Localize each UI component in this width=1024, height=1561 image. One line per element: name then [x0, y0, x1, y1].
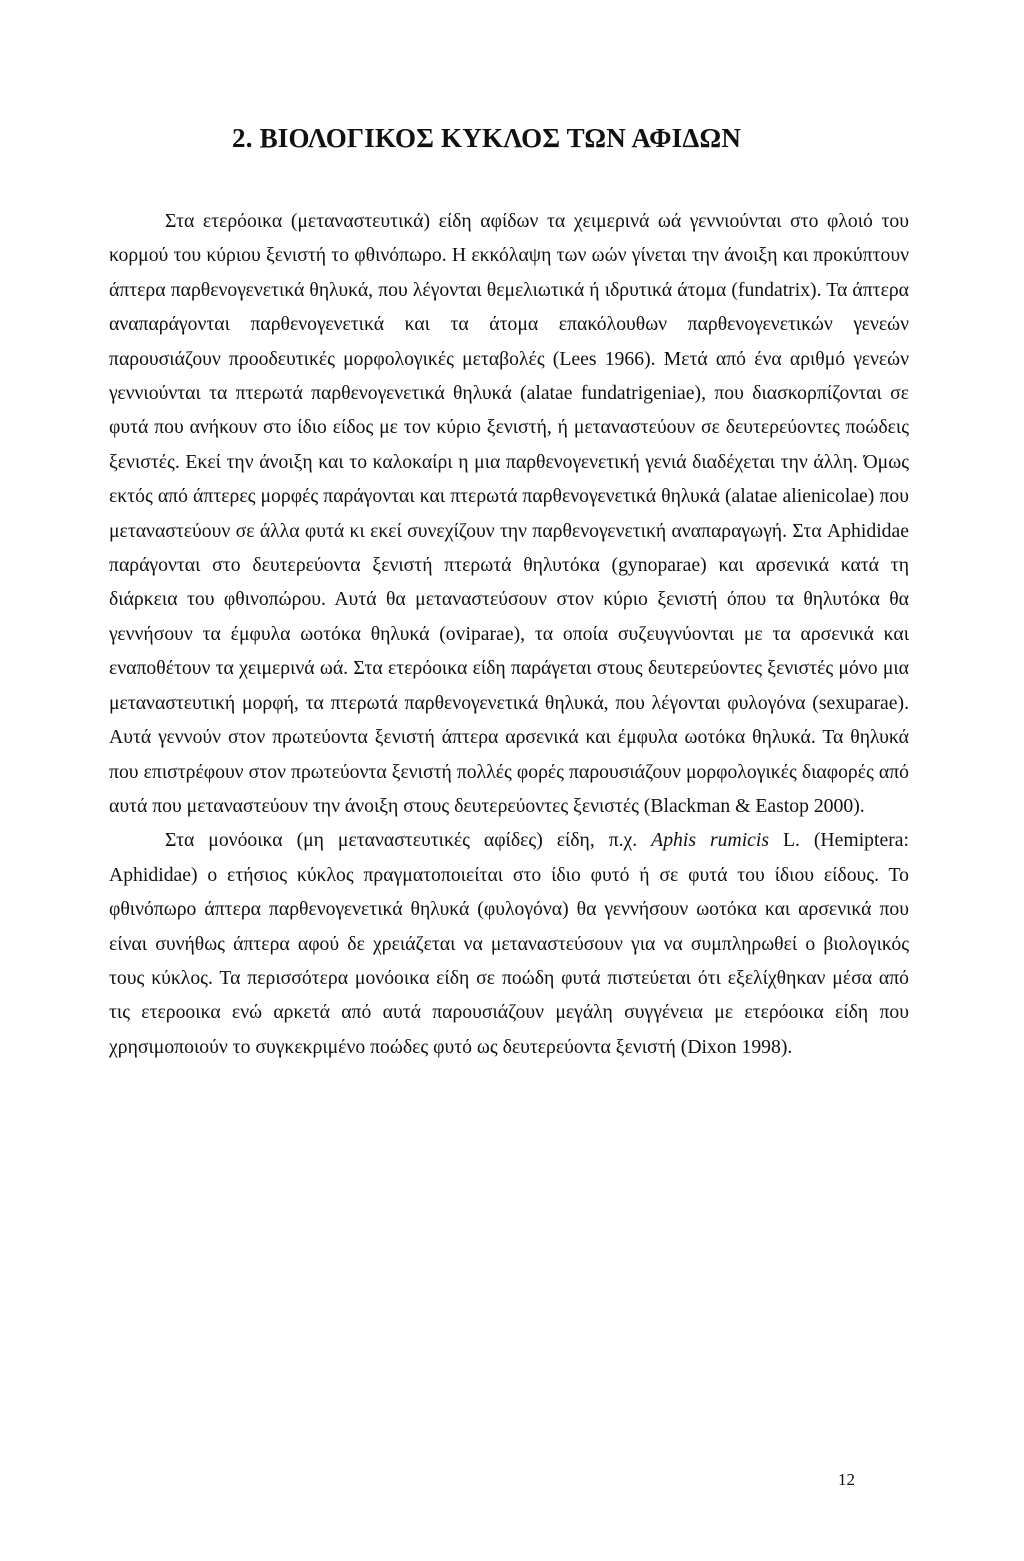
species-name: Aphis rumicis	[651, 829, 770, 852]
paragraph-monoecious-start: Στα μονόοικα (μη μεταναστευτικές αφίδες) είδη, π.χ.	[165, 829, 652, 852]
paragraph-heteroecious: Στα ετερόοικα (μεταναστευτικά) είδη αφίδων τα χειμερινά ωά γεννιούνται στο φλοιό του κορμού του κύριου ξενιστή το φθινόπωρο. Η εκκόλαψη των ωών γίνεται την άνοιξη και προκύπτουν άπτερα παρθενογενετικά θηλυκά, που λέγονται θεμελιωτικά ή ιδρυτικά άτομα (fundatrix). Τα άπτερα αναπαράγονται παρθενογενετικά και τα άτομα επακόλουθων παρθενογενετικών γενεών παρουσιάζουν προοδευτικές μορφολογικές μεταβολές (Lees 1966). Μετά από ένα αριθμό γενεών γεννιούνται τα πτερωτά παρθενογενετικά θηλυκά (alatae fundatrigeniae), που διασκορπίζονται σε φυτά που ανήκουν στο ίδιο είδος με τον κύριο ξενιστή, ή μεταναστεύουν σε δευτερεύοντες ποώδεις ξενιστές. Εκεί την άνοιξη και το καλοκαίρι η μια παρθενογενετική γενιά διαδέχεται την άλλη. Όμως εκτός από άπτερες μορφές παράγονται και πτερωτά παρθενογενετικά θηλυκά (alatae alienicolae) που μεταναστεύουν σε άλλα φυτά κι εκεί συνεχίζουν την παρθενογενετική αναπαραγωγή. Στα Aphididae παράγονται στο δευτερεύοντα ξενιστή πτερωτά θηλυτόκα (gynoparae) και αρσενικά κατά τη διάρκεια του φθινοπώρου. Αυτά θα μεταναστεύσουν στον κύριο ξενιστή όπου τα θηλυτόκα θα γεννήσουν τα έμφυλα ωοτόκα θηλυκά (oviparae), τα οποία συζευγνύονται με τα αρσενικά και εναποθέτουν τα χειμερινά ωά. Στα ετερόοικα είδη παράγεται στους δευτερεύοντες ξενιστές μόνο μια μεταναστευτική μορφή, τα πτερωτά παρθενογενετικά θηλυκά, που λέγονται φυλογόνα (sexuparae). Αυτά γεννούν στον πρωτεύοντα ξενιστή άπτερα αρσενικά και έμφυλα ωοτόκα θηλυκά. Τα θηλυκά που επιστρέφουν στον πρωτεύοντα ξενιστή πολλές φορές παρουσιάζουν μορφολογικές διαφορές από αυτά που μεταναστεύουν την άνοιξη στους δευτερεύοντες ξενιστές (Blackman & Eastop 2000).	[109, 210, 909, 817]
page-number: 12	[838, 1470, 855, 1489]
body-text	[109, 204, 909, 1064]
section-heading: 2. ΒΙΟΛΟΓΙΚΟΣ ΚΥΚΛΟΣ ΤΩΝ ΑΦΙΔΩΝ	[232, 123, 742, 153]
paragraph-monoecious-rest: L. (Hemiptera: Aphididae) ο ετήσιος κύκλος πραγματοποιείται στο ίδιο φυτό ή σε φυτά του ίδιου είδους. Το φθινόπωρο άπτερα παρθενογενετικά θηλυκά (φυλογόνα) θα γεννήσουν ωοτόκα και αρσενικά που είναι συνήθως άπτερα αφού δε χρειάζεται να μεταναστεύσουν για να συμπληρωθεί ο βιολογικός τους κύκλος. Τα περισσότερα μονόοικα είδη σε ποώδη φυτά πιστεύεται ότι εξελίχθηκαν μέσα από τις ετεροοικα ενώ αρκετά από αυτά παρουσιάζουν μεγάλη συγγένεια με ετερόοικα είδη που χρησιμοποιούν το συγκεκριμένο ποώδες φυτό ως δευτερεύοντα ξενιστή (Dixon 1998).	[109, 829, 909, 1058]
paragraph-monoecious	[109, 823, 909, 1064]
